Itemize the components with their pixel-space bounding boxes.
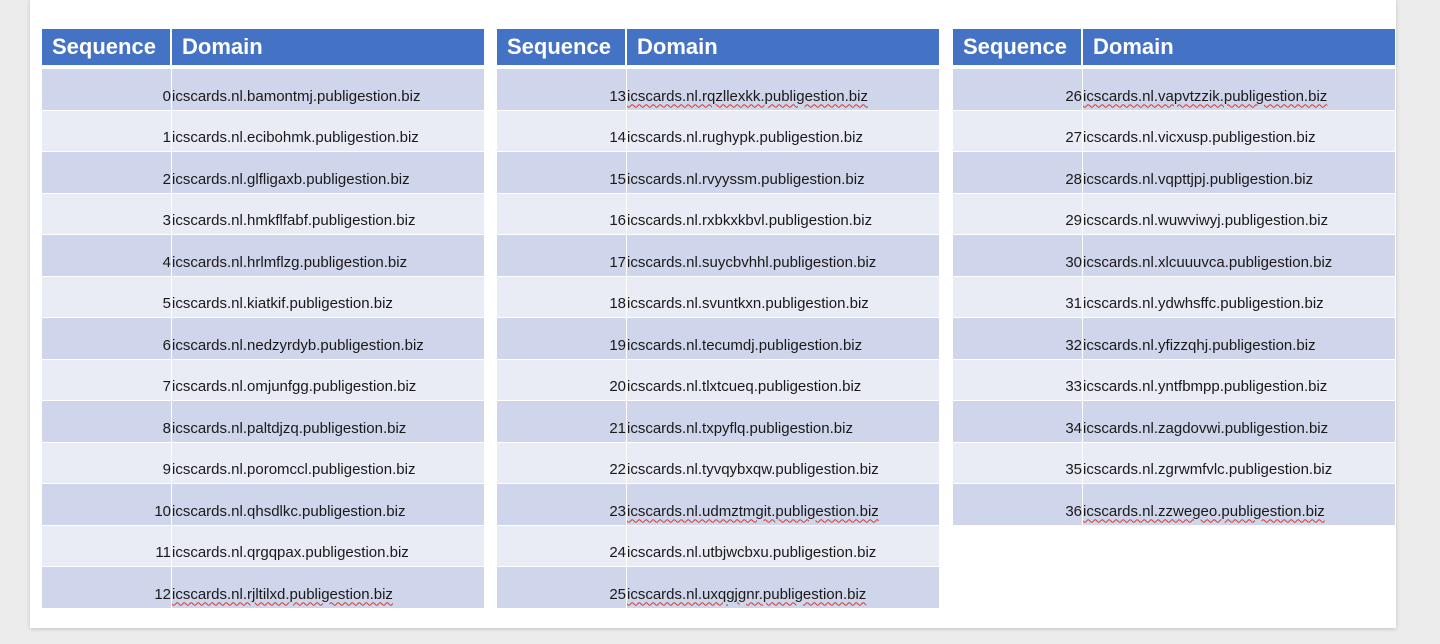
domain-text: icscards.nl.rvyyssm.publigestion.biz — [627, 170, 865, 188]
domain-cell — [172, 318, 484, 360]
table-row — [497, 235, 939, 277]
domain-header: Domain — [172, 29, 484, 69]
domain-text: icscards.nl.qhsdlkc.publigestion.biz — [172, 502, 406, 520]
domain-cell — [627, 111, 939, 153]
table-row — [497, 152, 939, 194]
domain-text: icscards.nl.tyvqybxqw.publigestion.biz — [627, 461, 879, 478]
sequence-cell: 32 — [953, 318, 1083, 360]
domain-text: icscards.nl.uxqgjgnr.publigestion.biz — [627, 585, 867, 603]
sequence-cell: 10 — [42, 484, 172, 526]
sequence-cell: 17 — [497, 235, 627, 277]
table-row — [42, 526, 484, 568]
domain-text: icscards.nl.kiatkif.publigestion.biz — [172, 295, 393, 312]
domain-cell — [627, 401, 939, 443]
domain-text: icscards.nl.rxbkxkbvl.publigestion.biz — [627, 212, 873, 229]
domain-cell — [627, 152, 939, 194]
domain-cell — [1083, 484, 1395, 526]
domain-cell — [627, 360, 939, 402]
domain-cell — [1083, 194, 1395, 236]
domain-cell — [627, 194, 939, 236]
table-header-row — [497, 29, 939, 69]
domain-text: icscards.nl.vapvtzzik.publigestion.biz — [1083, 87, 1328, 105]
sequence-cell: 16 — [497, 194, 627, 236]
sequence-cell: 29 — [953, 194, 1083, 236]
sequence-cell: 27 — [953, 111, 1083, 153]
sequence-cell: 3 — [42, 194, 172, 236]
domain-text: icscards.nl.ydwhsffc.publigestion.biz — [1083, 295, 1324, 312]
domain-cell — [1083, 235, 1395, 277]
sequence-cell: 0 — [42, 69, 172, 111]
domain-cell — [1083, 443, 1395, 485]
domain-cell — [172, 567, 484, 609]
domain-cell — [172, 360, 484, 402]
domain-cell — [172, 401, 484, 443]
domain-text: icscards.nl.txpyflq.publigestion.biz — [627, 419, 853, 437]
table-header-row — [953, 29, 1395, 69]
domain-text: icscards.nl.wuwviwyj.publigestion.biz — [1083, 212, 1329, 229]
sequence-cell: 26 — [953, 69, 1083, 111]
table-row — [497, 69, 939, 111]
sequence-cell: 9 — [42, 443, 172, 485]
domain-text: icscards.nl.utbjwcbxu.publigestion.biz — [627, 544, 877, 561]
domain-text: icscards.nl.paltdjzq.publigestion.biz — [172, 419, 407, 437]
domain-table-2 — [497, 29, 939, 609]
sequence-cell: 36 — [953, 484, 1083, 526]
table-row — [953, 484, 1395, 526]
table-row — [42, 318, 484, 360]
domain-table-1 — [42, 29, 484, 609]
domain-text: icscards.nl.zzwegeo.publigestion.biz — [1083, 502, 1325, 520]
domain-text: icscards.nl.vqpttjpj.publigestion.biz — [1083, 170, 1314, 188]
domain-text: icscards.nl.tlxtcueq.publigestion.biz — [627, 378, 862, 395]
domain-text: icscards.nl.tecumdj.publigestion.biz — [627, 336, 863, 354]
table-header-row — [42, 29, 484, 69]
domain-cell — [627, 318, 939, 360]
domain-cell — [172, 484, 484, 526]
sequence-cell: 18 — [497, 277, 627, 319]
table-row — [42, 235, 484, 277]
domain-text: icscards.nl.qrgqpax.publigestion.biz — [172, 544, 409, 561]
domain-text: icscards.nl.rughypk.publigestion.biz — [627, 129, 863, 146]
domain-cell — [172, 235, 484, 277]
domain-text: icscards.nl.rjltilxd.publigestion.biz — [172, 585, 393, 603]
domain-text: icscards.nl.yfizzqhj.publigestion.biz — [1083, 336, 1316, 354]
domain-text: icscards.nl.yntfbmpp.publigestion.biz — [1083, 378, 1328, 395]
domain-cell — [1083, 318, 1395, 360]
table-row — [953, 69, 1395, 111]
domain-text: icscards.nl.poromccl.publigestion.biz — [172, 461, 416, 478]
domain-text: icscards.nl.xlcuuuvca.publigestion.biz — [1083, 253, 1333, 271]
table-row — [42, 360, 484, 402]
table-row — [497, 484, 939, 526]
domain-cell — [1083, 152, 1395, 194]
sequence-cell: 34 — [953, 401, 1083, 443]
domain-cell — [627, 235, 939, 277]
table-row — [953, 111, 1395, 153]
domain-cell — [1083, 277, 1395, 319]
table-row — [953, 443, 1395, 485]
domain-cell — [627, 484, 939, 526]
sequence-cell: 5 — [42, 277, 172, 319]
sequence-header: Sequence — [42, 29, 172, 69]
domain-cell — [172, 152, 484, 194]
sequence-cell: 30 — [953, 235, 1083, 277]
domain-header: Domain — [627, 29, 939, 69]
table-row — [497, 318, 939, 360]
sequence-cell: 31 — [953, 277, 1083, 319]
domain-text: icscards.nl.glfligaxb.publigestion.biz — [172, 170, 410, 188]
sequence-cell: 11 — [42, 526, 172, 568]
domain-text: icscards.nl.omjunfgg.publigestion.biz — [172, 378, 417, 395]
sequence-cell: 12 — [42, 567, 172, 609]
sequence-cell: 7 — [42, 360, 172, 402]
sequence-cell: 35 — [953, 443, 1083, 485]
table-row — [42, 277, 484, 319]
table-row — [497, 443, 939, 485]
table-row — [953, 235, 1395, 277]
sequence-cell: 2 — [42, 152, 172, 194]
table-row — [497, 111, 939, 153]
table-row — [497, 194, 939, 236]
sequence-cell: 15 — [497, 152, 627, 194]
table-row — [953, 360, 1395, 402]
domain-text: icscards.nl.ecibohmk.publigestion.biz — [172, 129, 419, 146]
domain-cell — [627, 277, 939, 319]
domain-cell — [627, 69, 939, 111]
sequence-cell: 20 — [497, 360, 627, 402]
table-row — [953, 194, 1395, 236]
table-row — [42, 567, 484, 609]
table-row — [42, 194, 484, 236]
domain-header: Domain — [1083, 29, 1395, 69]
table-row — [42, 111, 484, 153]
domain-cell — [1083, 111, 1395, 153]
domain-cell — [172, 443, 484, 485]
table-row — [42, 152, 484, 194]
sequence-cell: 6 — [42, 318, 172, 360]
table-row — [953, 401, 1395, 443]
domain-text: icscards.nl.rqzllexkk.publigestion.biz — [627, 87, 868, 105]
domain-text: icscards.nl.svuntkxn.publigestion.biz — [627, 295, 869, 312]
slide-page — [30, 0, 1396, 628]
domain-cell — [172, 194, 484, 236]
sequence-cell: 23 — [497, 484, 627, 526]
domain-text: icscards.nl.vicxusp.publigestion.biz — [1083, 129, 1316, 146]
table-row — [497, 526, 939, 568]
table-row — [497, 360, 939, 402]
sequence-cell: 14 — [497, 111, 627, 153]
sequence-cell: 22 — [497, 443, 627, 485]
domain-cell — [172, 277, 484, 319]
sequence-cell: 28 — [953, 152, 1083, 194]
domain-cell — [627, 443, 939, 485]
domain-text: icscards.nl.zagdovwi.publigestion.biz — [1083, 419, 1329, 437]
domain-text: icscards.nl.nedzyrdyb.publigestion.biz — [172, 336, 424, 354]
sequence-cell: 13 — [497, 69, 627, 111]
domain-cell — [172, 526, 484, 568]
sequence-cell: 19 — [497, 318, 627, 360]
sequence-header: Sequence — [953, 29, 1083, 69]
sequence-header: Sequence — [497, 29, 627, 69]
sequence-cell: 25 — [497, 567, 627, 609]
sequence-cell: 4 — [42, 235, 172, 277]
domain-cell — [1083, 401, 1395, 443]
domain-cell — [627, 526, 939, 568]
table-row — [953, 277, 1395, 319]
table-row — [953, 152, 1395, 194]
domain-text: icscards.nl.suycbvhhl.publigestion.biz — [627, 253, 877, 271]
table-row — [42, 484, 484, 526]
domain-cell — [627, 567, 939, 609]
table-row — [497, 567, 939, 609]
table-row — [497, 277, 939, 319]
sequence-cell: 8 — [42, 401, 172, 443]
sequence-cell: 33 — [953, 360, 1083, 402]
domain-text: icscards.nl.bamontmj.publigestion.biz — [172, 87, 421, 105]
table-row — [497, 401, 939, 443]
domain-cell — [1083, 69, 1395, 111]
domain-cell — [1083, 360, 1395, 402]
table-row — [42, 69, 484, 111]
domain-text: icscards.nl.udmztmgit.publigestion.biz — [627, 502, 879, 520]
table-row — [42, 401, 484, 443]
sequence-cell: 21 — [497, 401, 627, 443]
table-row — [42, 443, 484, 485]
table-row — [953, 318, 1395, 360]
domain-cell — [172, 69, 484, 111]
sequence-cell: 24 — [497, 526, 627, 568]
domain-table-3 — [953, 29, 1395, 526]
domain-cell — [172, 111, 484, 153]
domain-text: icscards.nl.hrlmflzg.publigestion.biz — [172, 253, 408, 271]
sequence-cell: 1 — [42, 111, 172, 153]
domain-text: icscards.nl.zgrwmfvlc.publigestion.biz — [1083, 461, 1333, 478]
domain-text: icscards.nl.hmkflfabf.publigestion.biz — [172, 212, 416, 229]
